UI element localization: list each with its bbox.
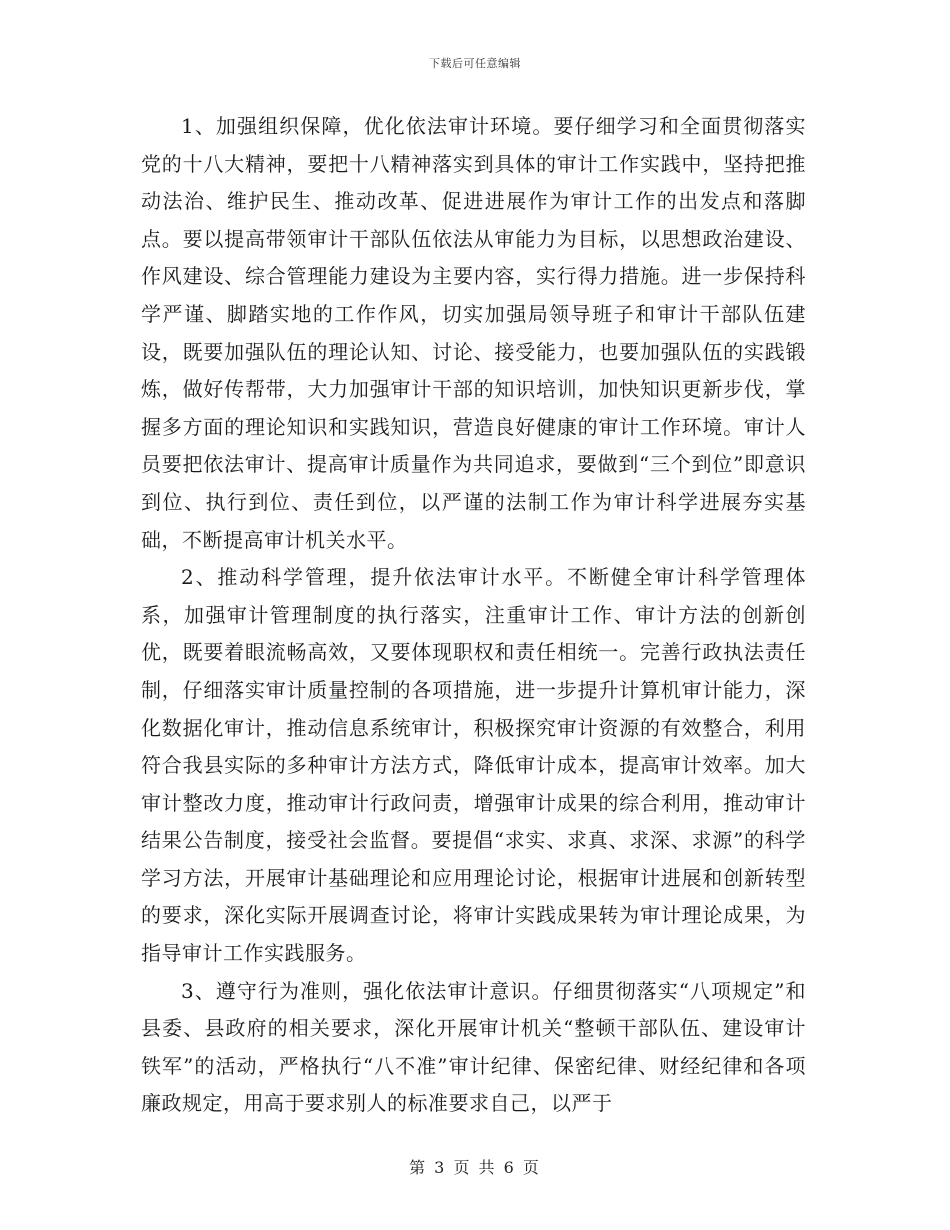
page-header-note: 下载后可任意编辑 [429, 57, 521, 70]
document-body [141, 108, 806, 1123]
paragraph-1: 1、加强组织保障，优化依法审计环境。要仔细学习和全面贯彻落实党的十八大精神，要把十八精神落实到具体的审计工作实践中，坚持把推动法治、维护民生、推动改革、促进进展作为审计工作的出发点和落脚点。要以提高带领审计干部队伍依法从审能力为目标，以思想政治建设、作风建设、综合管理能力建设为主要内容，实行得力措施。进一步保持科学严谨、脚踏实地的工作作风，切实加强局领导班子和审计干部队伍建设，既要加强队伍的理论认知、讨论、接受能力，也要加强队伍的实践锻炼，做好传帮带，大力加强审计干部的知识培训，加快知识更新步伐，掌握多方面的理论知识和实践知识，营造良好健康的审计工作环境。审计人员要把依法审计、提高审计质量作为共同追求，要做到“三个到位”即意识到位、执行到位、责任到位，以严谨的法制工作为审计科学进展夯实基础，不断提高审计机关水平。 [141, 114, 806, 552]
paragraph-2: 2、推动科学管理，提升依法审计水平。不断健全审计科学管理体系，加强审计管理制度的执行落实，注重审计工作、审计方法的创新创优，既要着眼流畅高效，又要体现职权和责任相统一。完善行政执法责任制，仔细落实审计质量控制的各项措施，进一步提升计算机审计能力，深化数据化审计，推动信息系统审计，积极探究审计资源的有效整合，利用符合我县实际的多种审计方法方式，降低审计成本，提高审计效率。加大审计整改力度，推动审计行政问责，增强审计成果的综合利用，推动审计结果公告制度，接受社会监督。要提倡“求实、求真、求深、求源”的科学学习方法，开展审计基础理论和应用理论讨论，根据审计进展和创新转型的要求，深化实际开展调查讨论，将审计实践成果转为审计理论成果，为指导审计工作实践服务。 [141, 565, 806, 966]
footer-prefix: 第 [409, 1158, 428, 1177]
paragraph-3: 3、遵守行为准则，强化依法审计意识。仔细贯彻落实“八项规定”和县委、县政府的相关要求，深化开展审计机关“整顿干部队伍、建设审计铁军”的活动，严格执行“八不准”审计纪律、保密纪律、财经纪律和各项廉政规定，用高于要求别人的标准要求自己，以严于 [141, 978, 806, 1116]
page-footer [0, 1155, 950, 1178]
footer-total-pages: 6 [503, 1158, 516, 1177]
footer-middle: 页 共 [453, 1158, 497, 1177]
footer-page-number: 3 [434, 1158, 447, 1177]
footer-suffix: 页 [522, 1158, 541, 1177]
